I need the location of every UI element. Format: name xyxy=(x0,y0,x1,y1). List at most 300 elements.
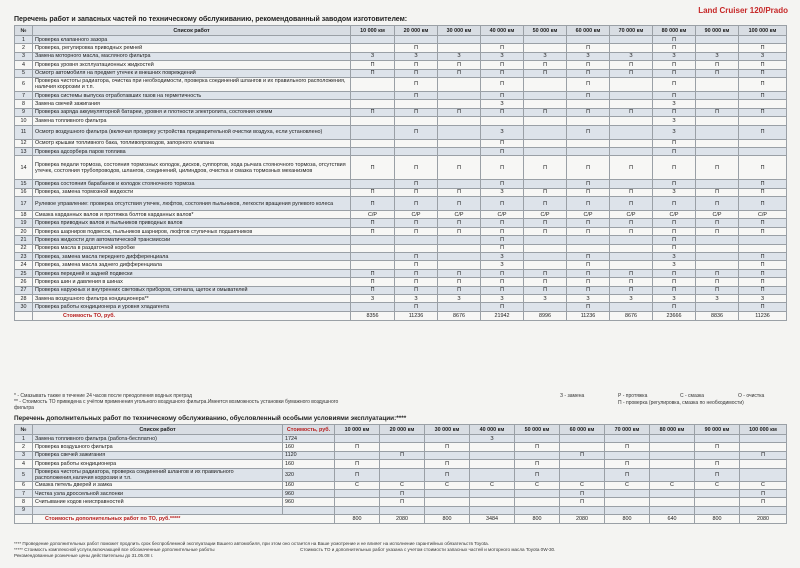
work-mark xyxy=(610,77,653,91)
table-row xyxy=(15,108,787,116)
model-brand-title: Land Cruiser 120/Prado xyxy=(698,6,788,15)
work-mark: П xyxy=(524,156,567,180)
table-row xyxy=(15,244,787,252)
work-price: 320 xyxy=(283,468,335,481)
table-row xyxy=(15,253,787,261)
work-mark: З xyxy=(696,294,739,302)
work-mark: С/Р xyxy=(351,211,395,219)
work-mark xyxy=(515,498,560,506)
work-mark: П xyxy=(524,227,567,235)
work-mark xyxy=(438,180,481,188)
work-mark: П xyxy=(395,108,438,116)
work-mark: З xyxy=(524,294,567,302)
work-mark: П xyxy=(438,61,481,69)
work-mark: З xyxy=(653,188,696,196)
work-mark: П xyxy=(481,139,524,147)
work-mark: П xyxy=(610,188,653,196)
work-mark: З xyxy=(739,52,787,60)
work-mark: П xyxy=(695,468,740,481)
table-row xyxy=(15,139,787,147)
work-mark: П xyxy=(351,227,395,235)
work-mark xyxy=(351,117,395,125)
cost-value: 2080 xyxy=(380,515,425,524)
work-mark xyxy=(739,100,787,108)
work-mark xyxy=(695,498,740,506)
work-mark xyxy=(524,244,567,252)
work-mark: З xyxy=(470,435,515,443)
work-mark xyxy=(696,36,739,44)
work-mark: П xyxy=(696,219,739,227)
work-mark xyxy=(740,443,787,451)
work-mark: П xyxy=(653,77,696,91)
work-mark: П xyxy=(351,219,395,227)
work-mark xyxy=(650,451,695,459)
work-mark xyxy=(610,303,653,311)
cost-value: 2080 xyxy=(560,515,605,524)
work-mark: П xyxy=(524,188,567,196)
work-mark xyxy=(351,180,395,188)
work-name: Рулевое управление: проверка отсутствия утечек, люфтов, состояния пыльников, легкости вращения рулевого колеса xyxy=(33,197,351,211)
work-mark: П xyxy=(438,188,481,196)
work-mark: З xyxy=(481,188,524,196)
work-mark xyxy=(524,303,567,311)
work-mark: П xyxy=(481,69,524,77)
work-mark: П xyxy=(567,180,610,188)
work-mark: З xyxy=(567,52,610,60)
work-mark: С/Р xyxy=(567,211,610,219)
work-mark: П xyxy=(395,125,438,139)
work-mark: П xyxy=(567,253,610,261)
work-mark: П xyxy=(438,269,481,277)
work-mark: П xyxy=(351,197,395,211)
work-mark: П xyxy=(481,180,524,188)
work-mark: П xyxy=(739,197,787,211)
cost-row xyxy=(15,311,787,320)
work-mark: П xyxy=(653,44,696,52)
work-mark xyxy=(351,44,395,52)
work-mark xyxy=(515,451,560,459)
work-name: Замена воздушного фильтра кондиционера** xyxy=(33,294,351,302)
work-mark: С xyxy=(335,481,380,489)
work-name: Смазка карданных валов и протяжка болтов карданных валов* xyxy=(33,211,351,219)
work-mark: П xyxy=(653,91,696,99)
work-mark xyxy=(739,147,787,155)
table-row xyxy=(15,147,787,155)
work-mark: З xyxy=(481,294,524,302)
work-mark: П xyxy=(380,489,425,497)
footnote-2: ***** Стоимость комплексной услуги,включающей все обозначенные дополнительные работы xyxy=(14,547,215,552)
work-price xyxy=(283,506,335,514)
col-mileage-header: 10 000 км xyxy=(335,425,380,435)
work-mark: П xyxy=(351,286,395,294)
cost-value: 800 xyxy=(515,515,560,524)
work-mark xyxy=(567,236,610,244)
work-mark xyxy=(650,443,695,451)
work-mark: П xyxy=(515,460,560,468)
row-number: 18 xyxy=(15,211,33,219)
work-mark xyxy=(351,147,395,155)
row-number: 20 xyxy=(15,227,33,235)
work-mark: П xyxy=(605,443,650,451)
work-mark: П xyxy=(351,278,395,286)
row-number: 21 xyxy=(15,236,33,244)
work-mark: П xyxy=(481,108,524,116)
maintenance-table xyxy=(14,25,787,321)
work-mark xyxy=(395,117,438,125)
table-row xyxy=(15,219,787,227)
work-mark xyxy=(351,236,395,244)
work-mark xyxy=(610,100,653,108)
work-mark: З xyxy=(481,52,524,60)
work-mark xyxy=(395,236,438,244)
col-mileage-header: 20 000 км xyxy=(395,26,438,36)
row-number: 7 xyxy=(15,489,33,497)
cost-value: 8676 xyxy=(610,311,653,320)
work-mark: П xyxy=(696,188,739,196)
work-mark xyxy=(560,506,605,514)
work-mark: С xyxy=(560,481,605,489)
row-number: 6 xyxy=(15,481,33,489)
work-mark xyxy=(335,489,380,497)
work-mark: П xyxy=(524,197,567,211)
work-mark xyxy=(351,125,395,139)
work-mark xyxy=(524,100,567,108)
work-mark: П xyxy=(739,253,787,261)
footnote-3: Стоимость ТО и дополнительных работ указана с учетом стоимости запасных частей и моторного масла Toyota 0W-30. xyxy=(300,547,556,552)
work-mark: П xyxy=(653,61,696,69)
work-mark xyxy=(605,451,650,459)
col-mileage-header: 40 000 км xyxy=(470,425,515,435)
table-row xyxy=(15,52,787,60)
work-mark: П xyxy=(695,460,740,468)
work-mark: П xyxy=(524,61,567,69)
table-row xyxy=(15,481,787,489)
work-mark: П xyxy=(739,61,787,69)
cost-value: 2080 xyxy=(740,515,787,524)
work-name: Проверка чистоты радиатора, проверка соединений шлангов и их правильного расположения,наличия коррозии и т.п. xyxy=(33,468,283,481)
work-mark xyxy=(610,261,653,269)
work-mark: П xyxy=(395,61,438,69)
legend-lube: С - смазка xyxy=(680,393,705,399)
work-mark: С xyxy=(605,481,650,489)
work-mark: З xyxy=(524,52,567,60)
work-mark: П xyxy=(739,286,787,294)
work-mark: П xyxy=(481,227,524,235)
additional-table-header xyxy=(15,425,787,435)
work-mark: П xyxy=(653,244,696,252)
cost-value: 8356 xyxy=(351,311,395,320)
col-works-header: Список работ xyxy=(33,425,283,435)
work-price: 160 xyxy=(283,481,335,489)
work-mark xyxy=(438,236,481,244)
maintenance-table-header xyxy=(15,26,787,36)
work-mark: П xyxy=(696,197,739,211)
work-mark: П xyxy=(524,108,567,116)
work-mark xyxy=(438,44,481,52)
work-mark xyxy=(470,460,515,468)
work-mark: П xyxy=(653,236,696,244)
work-mark: П xyxy=(395,188,438,196)
work-mark xyxy=(610,139,653,147)
work-name: Проверка адсорбера паров топлива xyxy=(33,147,351,155)
work-mark xyxy=(605,435,650,443)
work-mark xyxy=(650,489,695,497)
work-mark: П xyxy=(567,91,610,99)
work-name: Проверка жидкости для автоматической трансмиссии xyxy=(33,236,351,244)
col-mileage-header: 10 000 км xyxy=(351,26,395,36)
work-mark xyxy=(438,36,481,44)
work-mark: П xyxy=(567,108,610,116)
table-row xyxy=(15,69,787,77)
table-row xyxy=(15,286,787,294)
work-mark: П xyxy=(395,253,438,261)
work-mark: П xyxy=(395,269,438,277)
work-mark: З xyxy=(739,294,787,302)
work-price: 160 xyxy=(283,460,335,468)
table-row xyxy=(15,180,787,188)
work-mark: П xyxy=(438,278,481,286)
work-mark: З xyxy=(395,294,438,302)
work-mark xyxy=(740,468,787,481)
cost-value: 23666 xyxy=(653,311,696,320)
work-mark xyxy=(650,468,695,481)
work-mark xyxy=(380,435,425,443)
row-number: 19 xyxy=(15,219,33,227)
work-mark: П xyxy=(351,61,395,69)
work-name: Проверка уровня эксплуатационных жидкостей xyxy=(33,61,351,69)
table-row xyxy=(15,303,787,311)
work-mark: З xyxy=(481,100,524,108)
work-mark xyxy=(695,506,740,514)
work-mark: П xyxy=(567,261,610,269)
row-number: 25 xyxy=(15,269,33,277)
work-mark xyxy=(351,77,395,91)
col-mileage-header: 30 000 км xyxy=(438,26,481,36)
work-mark xyxy=(524,139,567,147)
work-mark: П xyxy=(610,227,653,235)
work-mark: П xyxy=(567,77,610,91)
work-mark: П xyxy=(524,219,567,227)
work-name: Замена топливного фильтра (работа-бесплатно) xyxy=(33,435,283,443)
table-row xyxy=(15,36,787,44)
row-number: 22 xyxy=(15,244,33,252)
work-mark: П xyxy=(696,278,739,286)
work-mark: П xyxy=(335,468,380,481)
work-mark xyxy=(610,91,653,99)
work-mark xyxy=(425,489,470,497)
work-mark: П xyxy=(481,44,524,52)
cost-value: 3484 xyxy=(470,515,515,524)
work-mark: П xyxy=(567,227,610,235)
work-mark: П xyxy=(696,156,739,180)
work-mark: С xyxy=(650,481,695,489)
work-mark: П xyxy=(739,188,787,196)
work-mark: П xyxy=(524,286,567,294)
work-name: Проверка клапанного зазора xyxy=(33,36,351,44)
work-mark xyxy=(610,236,653,244)
col-mileage-header: 50 000 км xyxy=(524,26,567,36)
work-mark xyxy=(438,100,481,108)
work-mark: С/Р xyxy=(653,211,696,219)
work-name: Проверка, замена масла заднего дифференциала xyxy=(33,261,351,269)
work-mark: П xyxy=(567,69,610,77)
work-mark: П xyxy=(481,236,524,244)
work-mark xyxy=(610,36,653,44)
work-mark: З xyxy=(438,52,481,60)
work-mark: П xyxy=(438,286,481,294)
work-mark: П xyxy=(515,468,560,481)
table-row xyxy=(15,498,787,506)
work-mark: П xyxy=(425,443,470,451)
work-name: Проверка заряда аккумуляторной батареи, уровня и плотности электролита, состояния клемм xyxy=(33,108,351,116)
work-mark xyxy=(610,125,653,139)
work-mark: П xyxy=(610,69,653,77)
work-mark: П xyxy=(740,498,787,506)
work-mark: С xyxy=(380,481,425,489)
work-mark: З xyxy=(438,294,481,302)
work-price: 160 xyxy=(283,443,335,451)
work-name: Проверка передней и задней подвески xyxy=(33,269,351,277)
row-number: 2 xyxy=(15,443,33,451)
col-mileage-header: 30 000 км xyxy=(425,425,470,435)
work-mark xyxy=(650,498,695,506)
work-mark: С/Р xyxy=(438,211,481,219)
work-mark xyxy=(380,443,425,451)
table-row xyxy=(15,91,787,99)
work-mark: П xyxy=(610,219,653,227)
work-mark: З xyxy=(351,294,395,302)
work-mark xyxy=(696,44,739,52)
work-mark: П xyxy=(653,227,696,235)
work-mark xyxy=(395,100,438,108)
work-name: Проверка приводных валов и пыльников приводных валов xyxy=(33,219,351,227)
work-mark xyxy=(524,261,567,269)
work-mark xyxy=(740,435,787,443)
cost-value: 8676 xyxy=(438,311,481,320)
col-works-header: Список работ xyxy=(33,26,351,36)
work-mark xyxy=(438,261,481,269)
work-mark: П xyxy=(395,261,438,269)
work-mark: П xyxy=(653,139,696,147)
work-mark xyxy=(524,180,567,188)
work-mark xyxy=(560,443,605,451)
work-mark xyxy=(351,253,395,261)
row-number: 4 xyxy=(15,460,33,468)
work-mark xyxy=(740,506,787,514)
work-mark: П xyxy=(524,269,567,277)
work-mark: П xyxy=(653,108,696,116)
table-row xyxy=(15,261,787,269)
work-name: Проверка масла в раздаточной коробке xyxy=(33,244,351,252)
work-name: Проверка воздушного фильтра xyxy=(33,443,283,451)
work-mark xyxy=(696,261,739,269)
work-mark xyxy=(438,125,481,139)
cost-value: 8996 xyxy=(524,311,567,320)
work-name: Проверка чистоты радиатора, очистка при необходимости, проверка соединений шлангов и их правильного расположения, наличия коррозии и т.п. xyxy=(33,77,351,91)
table-row xyxy=(15,100,787,108)
work-mark: П xyxy=(696,269,739,277)
row-number: 4 xyxy=(15,61,33,69)
table-row xyxy=(15,451,787,459)
work-mark: С/Р xyxy=(610,211,653,219)
work-mark xyxy=(335,451,380,459)
work-mark: П xyxy=(567,61,610,69)
work-mark: П xyxy=(481,77,524,91)
table-row xyxy=(15,460,787,468)
work-mark: П xyxy=(610,108,653,116)
work-name: Проверка свечей зажигания xyxy=(33,451,283,459)
work-mark: П xyxy=(739,44,787,52)
table-row xyxy=(15,236,787,244)
work-mark xyxy=(610,180,653,188)
work-mark: П xyxy=(481,278,524,286)
work-mark: П xyxy=(739,108,787,116)
work-mark: П xyxy=(653,36,696,44)
work-mark xyxy=(351,36,395,44)
work-mark xyxy=(524,91,567,99)
work-mark: П xyxy=(351,269,395,277)
work-mark: П xyxy=(739,91,787,99)
row-number: 16 xyxy=(15,188,33,196)
table-row xyxy=(15,435,787,443)
work-mark xyxy=(438,139,481,147)
work-mark: П xyxy=(567,286,610,294)
work-name xyxy=(33,506,283,514)
work-mark xyxy=(567,139,610,147)
work-mark xyxy=(351,139,395,147)
work-mark: З xyxy=(653,100,696,108)
work-mark xyxy=(470,451,515,459)
work-mark: П xyxy=(653,147,696,155)
table-row xyxy=(15,278,787,286)
cost-value: 11236 xyxy=(567,311,610,320)
work-name: Проверка состояния барабанов и колодок стояночного тормоза xyxy=(33,180,351,188)
work-mark: П xyxy=(653,278,696,286)
work-mark: С xyxy=(425,481,470,489)
work-mark xyxy=(560,460,605,468)
work-mark: З xyxy=(351,52,395,60)
table-row xyxy=(15,188,787,196)
work-mark xyxy=(650,460,695,468)
work-mark: П xyxy=(380,498,425,506)
work-mark xyxy=(515,506,560,514)
work-mark xyxy=(605,498,650,506)
work-mark: П xyxy=(560,498,605,506)
work-mark xyxy=(739,36,787,44)
work-price: 1120 xyxy=(283,451,335,459)
work-mark: П xyxy=(395,303,438,311)
work-mark xyxy=(335,435,380,443)
work-name: Проверка шарниров подвесок, пыльников шарниров, люфтов ступичных подшипников xyxy=(33,227,351,235)
work-mark: П xyxy=(739,69,787,77)
work-mark: С/Р xyxy=(481,211,524,219)
col-mileage-header: 80 000 км xyxy=(653,26,696,36)
table-row xyxy=(15,61,787,69)
legend-clean: О - очистка xyxy=(738,393,765,399)
work-mark xyxy=(610,147,653,155)
work-mark: П xyxy=(335,443,380,451)
work-price: 960 xyxy=(283,498,335,506)
row-number: 5 xyxy=(15,69,33,77)
work-mark: С xyxy=(695,481,740,489)
row-number: 23 xyxy=(15,253,33,261)
work-mark xyxy=(695,489,740,497)
work-mark xyxy=(524,44,567,52)
work-mark xyxy=(696,100,739,108)
work-mark xyxy=(567,147,610,155)
row-number: 27 xyxy=(15,286,33,294)
row-number: 8 xyxy=(15,100,33,108)
